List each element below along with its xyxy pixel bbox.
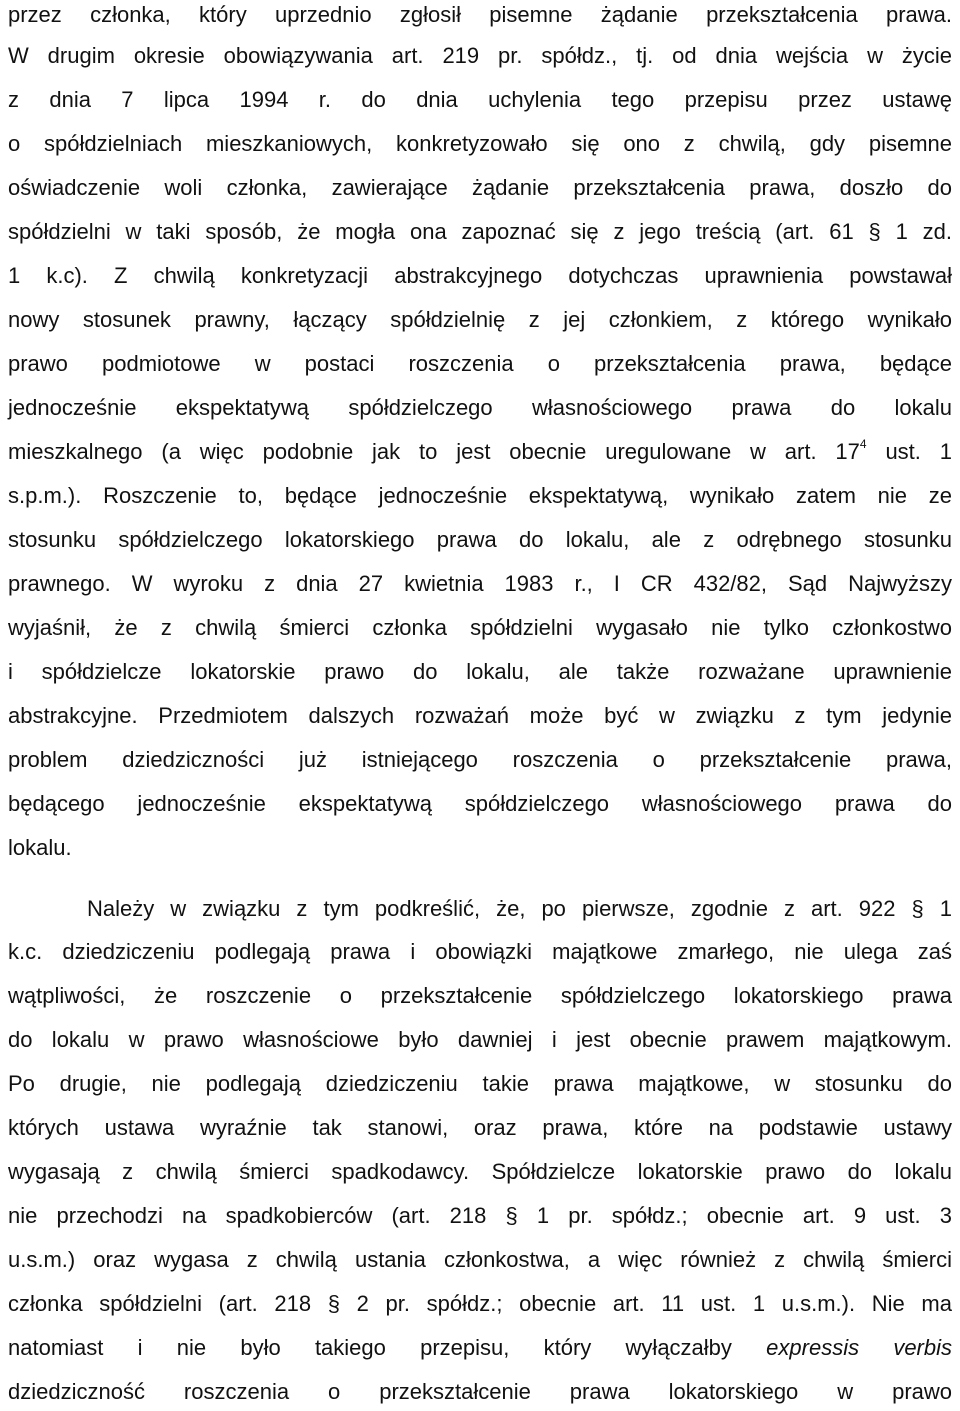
text-line: prawo podmiotowe w postaci roszczenia o przekształcenia prawa, będące xyxy=(8,351,952,376)
text-line: wątpliwości, że roszczenie o przekształcenie spółdzielczego lokatorskiego prawa xyxy=(8,983,952,1008)
text-line: 1 k.c). Z chwilą konkretyzacji abstrakcyjnego dotychczas uprawnienia powstawał xyxy=(8,263,952,288)
text-line: stosunku spółdzielczego lokatorskiego prawa do lokalu, ale z odrębnego stosunku xyxy=(8,527,952,552)
italic-phrase: expressis verbis xyxy=(766,1335,952,1360)
text-segment: natomiast i nie było takiego przepisu, który wyłączałby xyxy=(8,1335,767,1360)
text-line: k.c. dziedziczeniu podlegają prawa i obowiązki majątkowe zmarłego, nie ulega zaś xyxy=(8,939,952,964)
text-line: W drugim okresie obowiązywania art. 219 pr. spółdz., tj. od dnia wejścia w życie xyxy=(8,43,952,68)
text-line: jednocześnie ekspektatywą spółdzielczego własnościowego prawa do lokalu xyxy=(8,395,952,420)
text-line: i spółdzielcze lokatorskie prawo do lokalu, ale także rozważane uprawnienie xyxy=(8,659,952,684)
text-line: o spółdzielniach mieszkaniowych, konkretyzowało się ono z chwilą, gdy pisemne xyxy=(8,131,952,156)
text-line: nie przechodzi na spadkobierców (art. 218 § 1 pr. spółdz.; obecnie art. 9 ust. 3 xyxy=(8,1203,952,1228)
text-line: s.p.m.). Roszczenie to, będące jednocześnie ekspektatywą, wynikało zatem nie ze xyxy=(8,483,952,508)
text-line: wyjaśnił, że z chwilą śmierci członka spółdzielni wygasało nie tylko członkostwo xyxy=(8,615,952,640)
text-line: problem dziedziczności już istniejącego roszczenia o przekształcenie prawa, xyxy=(8,747,952,772)
text-line: których ustawa wyraźnie tak stanowi, oraz prawa, które na podstawie ustawy xyxy=(8,1115,952,1140)
text-line: prawnego. W wyroku z dnia 27 kwietnia 1983 r., I CR 432/82, Sąd Najwyższy xyxy=(8,571,952,596)
text-line: dziedziczność roszczenia o przekształcenie prawa lokatorskiego w prawo xyxy=(8,1379,952,1404)
text-segment: mieszkalnego (a więc podobnie jak to jest obecnie uregulowane w art. 17 xyxy=(8,439,860,464)
text-line-with-superscript xyxy=(8,437,952,467)
text-line: nowy stosunek prawny, łączący spółdzielnię z jej członkiem, z którego wynikało xyxy=(8,307,952,332)
text-line: z dnia 7 lipca 1994 r. do dnia uchylenia tego przepisu przez ustawę xyxy=(8,87,952,112)
text-line: przez członka, który uprzednio zgłosił pisemne żądanie przekształcenia prawa. xyxy=(8,2,952,27)
text-line: do lokalu w prawo własnościowe było dawniej i jest obecnie prawem majątkowym. xyxy=(8,1027,952,1052)
text-line: wygasają z chwilą śmierci spadkodawcy. Spółdzielcze lokatorskie prawo do lokalu xyxy=(8,1159,952,1184)
text-line: u.s.m.) oraz wygasa z chwilą ustania członkostwa, a więc również z chwilą śmierci xyxy=(8,1247,952,1272)
text-line: członka spółdzielni (art. 218 § 2 pr. spółdz.; obecnie art. 11 ust. 1 u.s.m.). Nie ma xyxy=(8,1291,952,1316)
text-line: spółdzielni w taki sposób, że mogła ona zapoznać się z jego treścią (art. 61 § 1 zd. xyxy=(8,219,952,244)
superscript-number: 4 xyxy=(859,437,867,451)
text-line-indented: Należy w związku z tym podkreślić, że, po pierwsze, zgodnie z art. 922 § 1 xyxy=(87,896,952,921)
text-line-with-italic xyxy=(8,1333,952,1363)
text-line: abstrakcyjne. Przedmiotem dalszych rozważań może być w związku z tym jedynie xyxy=(8,703,952,728)
text-segment: ust. 1 xyxy=(866,439,952,464)
text-line: Po drugie, nie podlegają dziedziczeniu takie prawa majątkowe, w stosunku do xyxy=(8,1071,952,1096)
text-line: lokalu. xyxy=(8,835,72,860)
text-line: będącego jednocześnie ekspektatywą spółdzielczego własnościowego prawa do xyxy=(8,791,952,816)
text-line: oświadczenie woli członka, zawierające żądanie przekształcenia prawa, doszło do xyxy=(8,175,952,200)
